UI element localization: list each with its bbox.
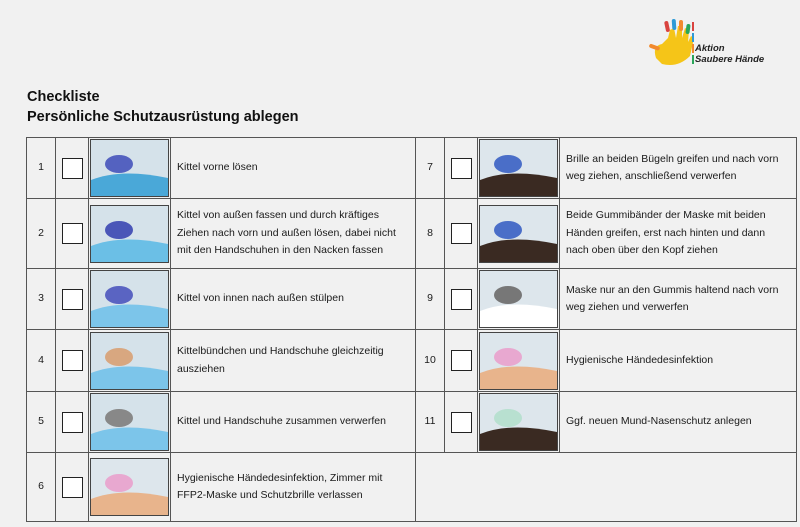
step-checkbox[interactable]: [451, 223, 472, 244]
logo-text: [695, 43, 764, 65]
step-checkbox[interactable]: [451, 350, 472, 371]
step-checkbox-cell: [56, 269, 89, 330]
step-image-cell: [478, 138, 560, 199]
step-number: 3: [27, 269, 56, 330]
step-checkbox[interactable]: [451, 289, 472, 310]
step-number: 4: [27, 330, 56, 392]
step-checkbox[interactable]: [62, 350, 83, 371]
step-checkbox-cell: [445, 269, 478, 330]
woman-removing-goggles-illustration: [479, 139, 558, 197]
step-description: Kittel von außen fassen und durch kräftiges Ziehen nach vorn und außen lösen, dabei nicht mit den Handschuhen in den Nacken fassen: [171, 199, 416, 269]
step-image-cell: [478, 330, 560, 392]
step-checkbox-cell: [56, 330, 89, 392]
step-checkbox-cell: [56, 199, 89, 269]
step-checkbox-cell: [56, 138, 89, 199]
step-number: 5: [27, 392, 56, 453]
step-description: Maske nur an den Gummis haltend nach vorn weg ziehen und verwerfen: [560, 269, 797, 330]
checklist-row: [27, 453, 797, 522]
empty-cell: [416, 453, 797, 522]
step-checkbox[interactable]: [62, 289, 83, 310]
step-image-cell: [478, 199, 560, 269]
checklist-table: [26, 137, 797, 522]
step-number: 11: [416, 392, 445, 453]
mask-into-bin-illustration: [479, 270, 558, 328]
checklist-row: [27, 138, 797, 199]
checklist-row: [27, 199, 797, 269]
step-checkbox[interactable]: [451, 158, 472, 179]
woman-removing-mask-straps-illustration: [479, 205, 558, 263]
turning-gown-inside-out-illustration: [90, 270, 169, 328]
checklist-row: [27, 330, 797, 392]
step-checkbox[interactable]: [62, 223, 83, 244]
step-image-cell: [89, 269, 171, 330]
woman-wearing-surgical-mask-illustration: [479, 393, 558, 451]
step-description: Brille an beiden Bügeln greifen und nach vorn weg ziehen, anschließend verwerfen: [560, 138, 797, 199]
step-checkbox-cell: [445, 138, 478, 199]
hands-pulling-gown-forward-illustration: [90, 205, 169, 263]
step-image-cell: [478, 392, 560, 453]
step-number: 7: [416, 138, 445, 199]
page-title: [27, 87, 299, 127]
step-checkbox-cell: [445, 330, 478, 392]
logo-line-1: Aktion: [695, 43, 725, 54]
gloved-hands-untying-gown-illustration: [90, 139, 169, 197]
checklist-subtitle: Persönliche Schutzausrüstung ablegen: [27, 109, 299, 125]
step-image-cell: [89, 330, 171, 392]
step-image-cell: [89, 392, 171, 453]
step-checkbox-cell: [445, 199, 478, 269]
logo-line-2: Saubere Hände: [695, 54, 765, 65]
step-checkbox[interactable]: [62, 412, 83, 433]
step-number: 10: [416, 330, 445, 392]
checklist-row: [27, 392, 797, 453]
step-description: Kittelbündchen und Handschuhe gleichzeitig ausziehen: [171, 330, 416, 392]
step-description: Kittel vorne lösen: [171, 138, 416, 199]
step-checkbox[interactable]: [62, 477, 83, 498]
step-description: Ggf. neuen Mund-Nasenschutz anlegen: [560, 392, 797, 453]
step-number: 2: [27, 199, 56, 269]
checklist-row: [27, 269, 797, 330]
step-description: Hygienische Händedesinfektion, Zimmer mit FFP2-Maske und Schutzbrille verlassen: [171, 453, 416, 522]
step-image-cell: [478, 269, 560, 330]
step-number: 1: [27, 138, 56, 199]
step-image-cell: [89, 453, 171, 522]
step-number: 9: [416, 269, 445, 330]
step-image-cell: [89, 138, 171, 199]
step-description: Kittel von innen nach außen stülpen: [171, 269, 416, 330]
hand-disinfection-dispenser-illustration: [90, 458, 169, 516]
step-checkbox[interactable]: [62, 158, 83, 179]
step-checkbox-cell: [445, 392, 478, 453]
step-checkbox-cell: [56, 453, 89, 522]
removing-cuffs-and-gloves-illustration: [90, 332, 169, 390]
step-checkbox[interactable]: [451, 412, 472, 433]
step-number: 8: [416, 199, 445, 269]
step-number: 6: [27, 453, 56, 522]
step-checkbox-cell: [56, 392, 89, 453]
discarding-gown-in-bin-illustration: [90, 393, 169, 451]
step-image-cell: [89, 199, 171, 269]
step-description: Hygienische Händedesinfektion: [560, 330, 797, 392]
step-description: Beide Gummibänder der Maske mit beiden Händen greifen, erst nach hinten und dann nach oben über den Kopf ziehen: [560, 199, 797, 269]
checklist-heading: Checkliste: [27, 89, 100, 105]
hand-disinfection-dispenser-illustration: [479, 332, 558, 390]
hand-logo-icon: [649, 19, 694, 65]
step-description: Kittel und Handschuhe zusammen verwerfen: [171, 392, 416, 453]
